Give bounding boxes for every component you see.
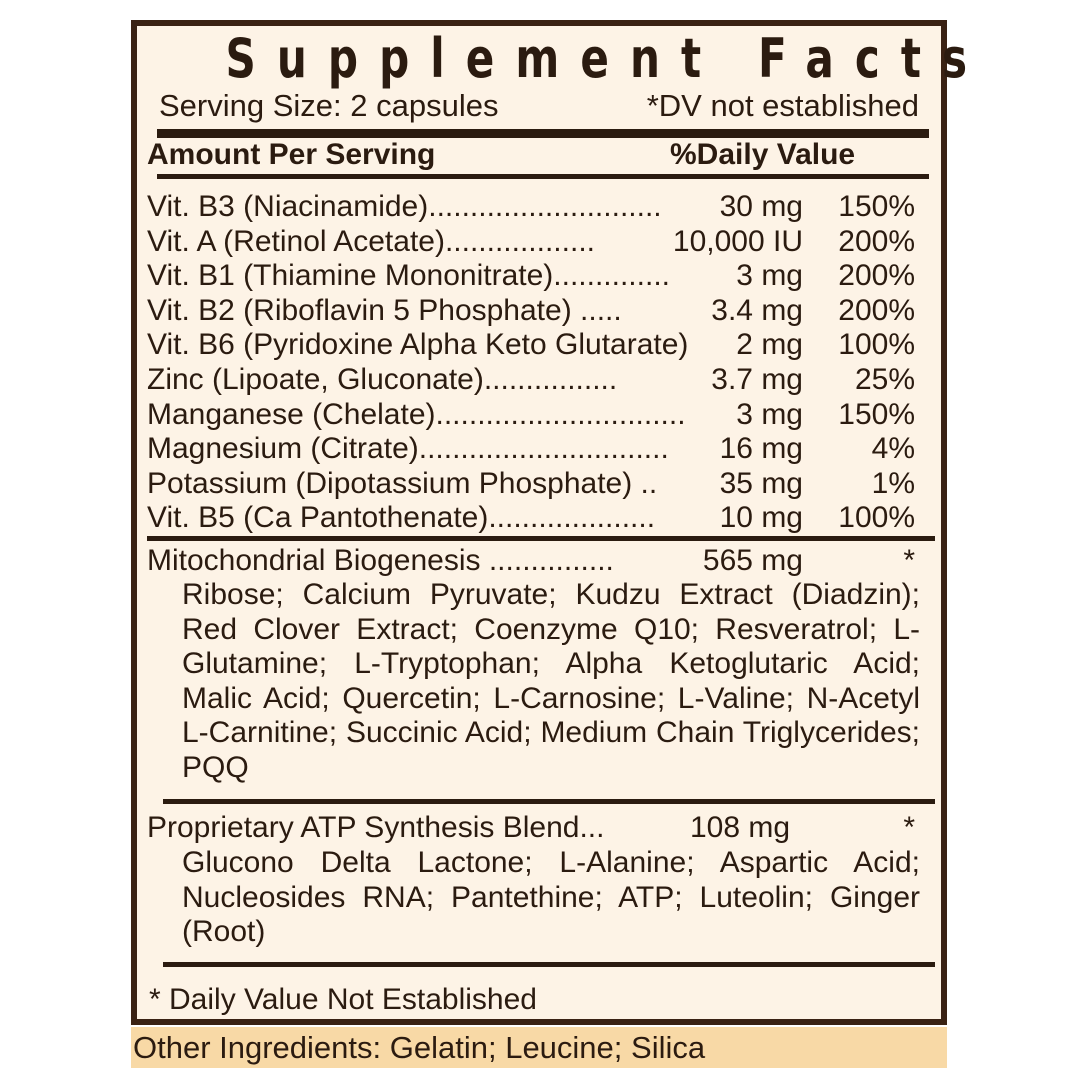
panel-title: Supplement Facts: [225, 27, 989, 90]
nutrient-amount: 10,000 IU: [672, 224, 803, 258]
serving-size: Serving Size: 2 capsules: [159, 88, 499, 123]
daily-value-header: %Daily Value: [670, 138, 856, 171]
footnote-divider: [163, 962, 935, 967]
blend-divider: [163, 799, 935, 804]
blend-ingredients: Ribose; Calcium Pyruvate; Kudzu Extract (Diadzin); Red Clover Extract; Coenzyme Q10; Resveratrol; L-Glutamine; L-Tryptophan; Alpha Ketoglutaric Acid; Malic Acid; Quercetin; L-Carnosine; L-Valine; N-Acetyl L-Carnitine; Succinic Acid; Medium Chain Triglycerides; PQQ: [182, 578, 920, 784]
supplement-facts-panel: [131, 20, 989, 1025]
blend-dv: *: [903, 811, 915, 844]
thick-divider: [157, 129, 929, 138]
nutrient-dv: 150%: [838, 397, 915, 431]
blend-name: Mitochondrial Biogenesis ...............: [147, 544, 614, 577]
nutrient-dv: 200%: [838, 224, 915, 258]
nutrient-name: Vit. B2 (Riboflavin 5 Phosphate) .....: [147, 293, 622, 327]
nutrient-amount: 3 mg: [736, 259, 803, 293]
nutrient-dv: 4%: [871, 432, 915, 466]
nutrient-dv: 100%: [838, 501, 915, 535]
nutrient-amount: 35 mg: [719, 466, 803, 500]
amount-per-serving-header: Amount Per Serving: [147, 138, 436, 171]
nutrient-amount: 10 mg: [719, 501, 803, 535]
blend-amount: 565 mg: [702, 544, 803, 577]
nutrient-amount: 3 mg: [736, 397, 803, 431]
blend-dv: *: [903, 544, 915, 577]
nutrient-dv: 25%: [854, 363, 915, 396]
footnote: * Daily Value Not Established: [149, 983, 537, 1016]
nutrient-name: Vit. A (Retinol Acetate)..................: [147, 224, 595, 258]
nutrient-dv: 150%: [838, 190, 915, 223]
nutrient-name: Vit. B3 (Niacinamide)............................: [147, 190, 662, 223]
nutrient-dv: 1%: [871, 466, 915, 500]
blend-amount: 108 mg: [690, 811, 791, 844]
nutrient-amount: 2 mg: [736, 328, 803, 362]
nutrient-name: Potassium (Dipotassium Phosphate) ..: [147, 466, 658, 500]
dv-note: *DV not established: [646, 88, 919, 123]
nutrient-amount: 16 mg: [719, 432, 803, 466]
header-divider: [157, 174, 929, 179]
nutrient-amount: 30 mg: [719, 190, 803, 223]
nutrient-name: Magnesium (Citrate)..............................: [147, 432, 669, 466]
blend-name: Proprietary ATP Synthesis Blend...: [147, 811, 605, 844]
nutrient-dv: 200%: [838, 259, 915, 293]
other-ingredients: Other Ingredients: Gelatin; Leucine; Silica: [131, 1027, 947, 1068]
nutrient-amount: 3.7 mg: [711, 363, 803, 396]
nutrient-name: Zinc (Lipoate, Gluconate)................: [147, 363, 618, 396]
nutrient-name: Vit. B5 (Ca Pantothenate)....................: [147, 501, 656, 535]
blend-ingredients: Glucono Delta Lactone; L-Alanine; Aspartic Acid; Nucleosides RNA; Pantethine; ATP; Luteolin; Ginger (Root): [182, 846, 920, 948]
nutrients-divider: [147, 536, 935, 541]
nutrient-dv: 200%: [838, 293, 915, 327]
nutrient-name: Vit. B6 (Pyridoxine Alpha Keto Glutarate): [147, 328, 689, 362]
nutrient-name: Manganese (Chelate)..............................: [147, 397, 686, 431]
nutrient-name: Vit. B1 (Thiamine Mononitrate)..............: [147, 259, 670, 293]
nutrient-amount: 3.4 mg: [711, 293, 803, 327]
nutrient-dv: 100%: [838, 328, 915, 362]
